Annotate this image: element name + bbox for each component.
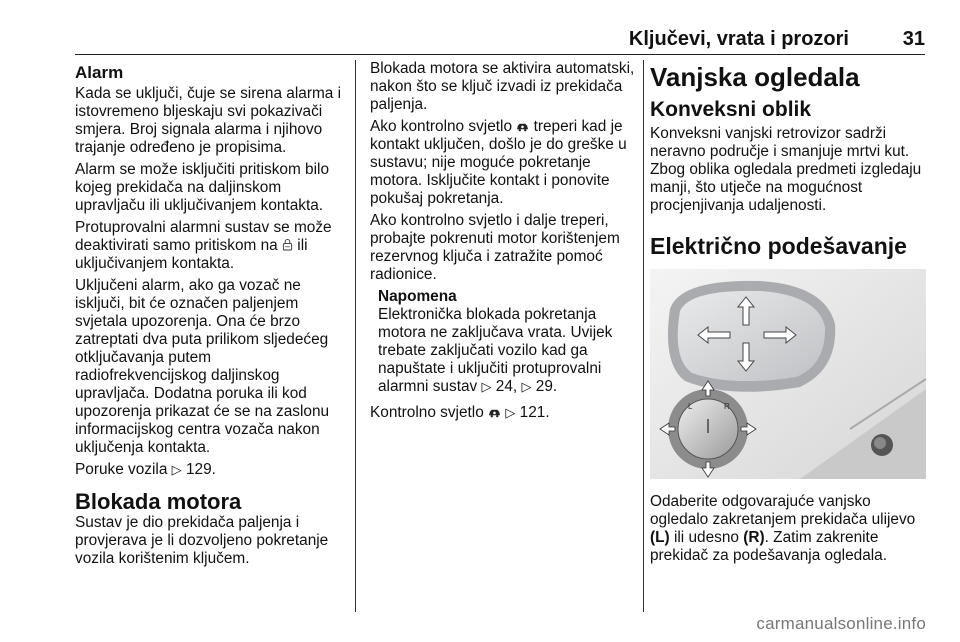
page-reference-link[interactable]: 29.	[535, 378, 558, 395]
padlock-outline-icon	[282, 238, 293, 251]
note-title: Napomena	[378, 288, 457, 305]
triangle-right-icon: ▷	[171, 462, 182, 477]
page-reference-link[interactable]: 121.	[519, 404, 550, 421]
immobilizer-heading: Blokada motora	[75, 489, 242, 514]
column-right	[650, 60, 926, 569]
paragraph: Kada se uključi, čuje se sirena alarma i istovremeno bljeskaju svi pokazivači smjera. Broj signala alarma i njihovo trajanje određeno je propisima.	[75, 85, 342, 156]
paragraph: Ako kontrolno svjetlo i dalje treperi, probajte pokrenuti motor korištenjem rezervnog ključa i zatražite pomoć radionice.	[370, 212, 620, 283]
note-box	[378, 288, 640, 396]
paragraph	[370, 404, 640, 422]
paragraph: Blokada motora se aktivira automatski, nakon što se ključ izvadi iz prekidača paljenja.	[370, 60, 635, 113]
paragraph: Sustav je dio prekidača paljenja i provjerava je li dozvoljeno pokretanje vozila korištenim ključem.	[75, 514, 329, 567]
paragraph: Alarm se može isključiti pritiskom bilo kojeg prekidača na daljinskom upravljaču ili uključivanjem kontakta.	[75, 161, 330, 214]
mirror-adjustment-illustration	[650, 269, 926, 479]
text: ili uključivanjem kontakta.	[75, 237, 308, 272]
paragraph	[75, 461, 345, 479]
text: ili udesno	[673, 529, 739, 546]
left-label: (L)	[650, 529, 670, 546]
page-reference-link[interactable]: 24,	[495, 378, 518, 395]
triangle-right-icon: ▷	[521, 379, 532, 394]
subsection-heading: Električno podešavanje	[650, 233, 907, 259]
section-heading: Vanjska ogledala	[650, 62, 860, 92]
text: Protuprovalni alarmni sustav se može deaktivirati samo pritiskom na	[75, 219, 332, 254]
text: Elektronička blokada pokretanja motora ne zaključava vrata. Uvijek trebate zaključati vozilo kad ga napuštate i uključiti protuprovalni alarmni sustav	[378, 306, 613, 395]
column-middle	[370, 60, 640, 426]
triangle-right-icon: ▷	[481, 379, 492, 394]
text: Odaberite odgovarajuće vanjsko ogledalo zakretanjem prekidača ulijevo	[650, 493, 916, 528]
column-divider	[643, 60, 644, 612]
page-header	[75, 26, 925, 55]
paragraph	[75, 219, 345, 273]
column-left	[75, 60, 345, 572]
triangle-right-icon: ▷	[505, 405, 516, 420]
paragraph	[650, 493, 926, 565]
car-key-icon	[488, 407, 501, 418]
text: . Zatim zakrenite prekidač za podešavanja ogledala.	[650, 529, 888, 564]
text: treperi kad je kontakt uključen, došlo je do greške u sustavu; nije moguće pokretanje motora. Isključite kontakt i ponovite pokušaj pokretanja.	[370, 118, 627, 207]
note-text	[378, 306, 640, 396]
text: Ako kontrolno svjetlo	[370, 118, 513, 135]
text: Kontrolno svjetlo	[370, 404, 484, 421]
alarm-heading: Alarm	[75, 63, 124, 82]
subsection-heading: Konveksni oblik	[650, 98, 812, 121]
paragraph: Uključeni alarm, ako ga vozač ne isključi, bit će označen paljenjem svjetala upozorenja. Ona će brzo zatreptati dva puta prilikom sljedećeg otključavanja putem radiofrekvencijskog daljinskog upravljača. Dodatna poruka ili kod upozorenja prikazat će se na zaslonu informacijskog centra vozača nakon uključenja kontakta.	[75, 277, 330, 456]
text: Poruke vozila	[75, 461, 168, 478]
switch-right-label: R	[724, 402, 730, 411]
switch-left-label: L	[688, 402, 693, 411]
paragraph	[370, 118, 640, 208]
column-divider	[355, 60, 356, 612]
page-number: 31	[902, 28, 925, 50]
right-label: (R)	[743, 529, 765, 546]
page-header-title: Ključevi, vrata i prozori	[628, 28, 849, 50]
watermark: carmanualsonline.info	[756, 614, 926, 633]
page-reference-link[interactable]: 129.	[185, 461, 216, 478]
paragraph: Konveksni vanjski retrovizor sadrži neravno područje i smanjuje mrtvi kut. Zbog oblika ogledala predmeti izgledaju manji, što utječe na mogućnost procjenjivanja udaljenosti.	[650, 125, 922, 214]
car-key-icon	[516, 121, 529, 132]
